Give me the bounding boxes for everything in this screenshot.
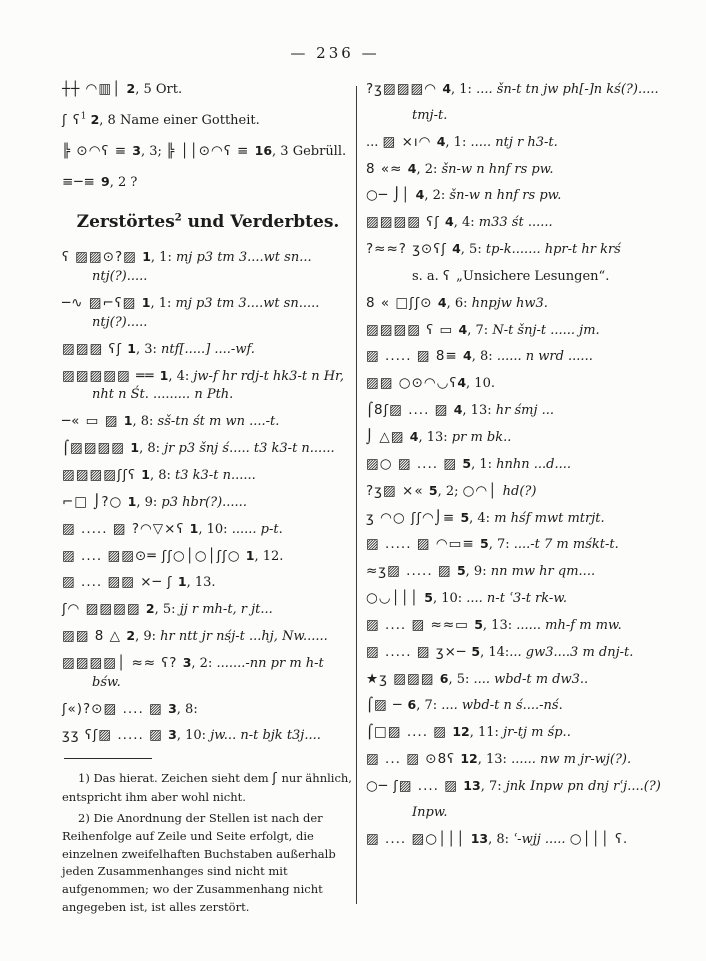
left-entry-list <box>62 248 354 746</box>
source-reference-bold: 4 <box>445 214 454 230</box>
entry-line <box>366 455 666 475</box>
footnotes-block <box>62 768 354 917</box>
plain-text: , 8: <box>471 349 497 365</box>
entry-line <box>62 600 354 620</box>
transliteration-text: šn-w n hnf rs pw. <box>449 188 562 204</box>
hieroglyph-group: ▨ ..... ▨ ◠▭≡ <box>366 536 480 553</box>
source-reference-bold: 5 <box>462 455 472 471</box>
source-reference-bold: 1 <box>245 547 255 563</box>
hieroglyph-group: ▨▨ 8 △ <box>62 628 127 645</box>
source-reference-bold: 4 <box>407 160 417 176</box>
entry-line <box>62 573 354 593</box>
hieroglyph-group: ○◡│││ <box>366 590 425 607</box>
entry-line <box>62 367 354 406</box>
transliteration-text: sš-tn śt m wn ....-t. <box>157 414 280 430</box>
source-reference-bold: 3 <box>168 700 177 716</box>
plain-text: , 8: <box>176 701 198 717</box>
transliteration-text: tp-k....... hpr-t hr krś <box>485 242 621 258</box>
source-reference-bold: 5 <box>456 563 466 579</box>
plain-text: , 8: <box>139 441 165 457</box>
source-reference-bold: 4 <box>463 348 472 364</box>
source-reference-bold: 16 <box>254 142 273 158</box>
entry-line <box>62 547 354 567</box>
plain-text: , 2 ? <box>109 174 138 190</box>
footnote <box>62 810 354 917</box>
source-reference-bold: 13 <box>463 777 481 793</box>
plain-text: , 7: <box>467 322 493 338</box>
source-reference-bold: 2 <box>90 111 100 127</box>
hieroglyph-group: ▨ .... ▨ ≈≈▭ <box>366 616 475 633</box>
source-reference-bold: 1 <box>159 367 169 383</box>
entry-line <box>366 750 666 770</box>
plain-text: , 12. <box>254 548 284 564</box>
page-number: — 236 — <box>290 44 380 62</box>
entry-line <box>366 294 666 314</box>
plain-text: . <box>623 831 628 847</box>
source-reference-bold: 5 <box>460 509 470 525</box>
source-reference-bold: 6 <box>407 697 417 713</box>
transliteration-text: ...... nw m jr-wj(?). <box>511 752 632 768</box>
transliteration-text: ...... p-t. <box>231 521 283 537</box>
plain-text: , 10: <box>432 591 467 607</box>
transliteration-text: jw... n-t bjk t3j.... <box>210 728 321 744</box>
hieroglyph-group: ○─ ʃ▨ .... ▨ <box>366 777 464 794</box>
section-heading <box>62 212 354 232</box>
footnote <box>62 768 354 807</box>
plain-text: , 11: <box>469 725 504 741</box>
source-reference-bold: 4 <box>458 321 468 337</box>
entry-continuation-line <box>366 267 666 287</box>
transliteration-text: ʿ-wjj ..... <box>513 831 570 847</box>
hieroglyph-group: ▨ ... ▨ ⊙8ʕ <box>366 751 461 768</box>
entry-line <box>62 493 354 513</box>
plain-text: , 7: <box>480 778 506 794</box>
plain-text: , 2: <box>424 188 450 204</box>
plain-text: s. a. <box>412 268 443 284</box>
plain-text: , 13: <box>462 403 496 419</box>
hieroglyph-group: ▨ ..... ▨ ʒ×─ <box>366 643 472 660</box>
source-reference-bold: 1 <box>177 574 187 590</box>
entry-line <box>366 160 666 180</box>
plain-text: , 8: <box>132 414 158 430</box>
source-reference-bold: 5 <box>479 536 489 552</box>
entry-line <box>366 670 666 690</box>
transliteration-text: .......-nn pr m h-t bśw. <box>92 655 324 690</box>
entry-line <box>366 240 666 260</box>
plain-text: , 13: <box>418 429 452 445</box>
hieroglyph-group: ⌠8ʃ▨ .... ▨ <box>366 402 454 419</box>
hieroglyph-group: ʃ ʕ <box>62 111 81 128</box>
transliteration-text: m hśf mwt mtrjt. <box>494 510 605 526</box>
entry-line <box>366 616 666 636</box>
hieroglyph-group: ○─ ⌡│ <box>366 187 416 204</box>
entry-line <box>62 412 354 432</box>
entry-line <box>62 439 354 459</box>
hieroglyph-group: ┼┼ ◠▥│ <box>62 81 127 97</box>
entry-line <box>366 643 666 663</box>
left-column <box>62 80 354 920</box>
plain-text: , 3: <box>135 341 162 357</box>
plain-text: , 10: <box>176 728 211 744</box>
transliteration-text: .... wbd-t m dw3.. <box>473 671 589 687</box>
plain-text: , 3 Gebrüll. <box>272 143 347 159</box>
hieroglyph-group: ≡─≡ <box>62 173 102 190</box>
entry-line <box>366 374 666 394</box>
hieroglyph-group: 8 «≈ <box>366 160 408 177</box>
source-reference-bold: 4 <box>453 402 463 418</box>
source-reference-bold: 1 <box>141 466 150 482</box>
entry-line <box>366 777 666 797</box>
source-reference-bold: 4 <box>452 241 461 257</box>
source-reference-bold: 1 <box>142 249 151 265</box>
plain-text: , 5 Ort. <box>135 82 183 97</box>
plain-text: , 4: <box>453 215 479 231</box>
hieroglyph-group: ?ʒ▨ ×« <box>366 482 429 499</box>
hieroglyph-group: ʃ◠ ▨▨▨▨ <box>62 601 146 618</box>
hieroglyph-group: ⌡ △▨ <box>366 428 410 445</box>
entry-line <box>366 535 666 555</box>
transliteration-text: jj r mh-t, r jt... <box>179 602 273 618</box>
source-reference-bold: 1 <box>189 520 199 536</box>
entry-line <box>62 700 354 720</box>
plain-text: , 8: <box>488 831 514 847</box>
transliteration-text: jr p3 šnj ś..... t3 k3-t n...... <box>164 441 335 457</box>
source-reference-bold: 12 <box>460 751 478 767</box>
hieroglyph-group: ▨ ..... ▨ 8≡ <box>366 348 464 365</box>
transliteration-text: Inpw. <box>412 804 448 820</box>
hieroglyph-group: ○│││ ʕ <box>569 830 624 847</box>
heading-word: Zerstörtes <box>76 212 175 233</box>
plain-text: , 9: <box>465 564 491 580</box>
transliteration-text: mj p3 tm 3....wt sn... ntj(?)..... <box>92 250 312 285</box>
transliteration-text: t3 k3-t n...... <box>175 467 256 483</box>
transliteration-text: ntf[.....] ....-wf. <box>161 341 255 357</box>
footnote-marker: 1 <box>80 111 87 122</box>
entry-line <box>366 562 666 582</box>
entry-line <box>366 723 666 743</box>
entry-line <box>366 321 666 341</box>
source-reference-bold: 4 <box>415 187 425 203</box>
source-reference-bold: 6 <box>439 670 449 686</box>
plain-text: , 5: <box>460 242 486 258</box>
source-reference-bold: 3 <box>182 654 192 670</box>
source-reference-bold: 3 <box>168 727 177 743</box>
transliteration-text: ..... ntj r h3-t. <box>470 134 558 150</box>
hieroglyph-group: ▨▨▨▨ʃʃʕ <box>62 466 142 483</box>
left-top-entries <box>62 80 354 192</box>
transliteration-text: mj p3 tm 3....wt sn..... ntj(?)..... <box>92 296 320 330</box>
hieroglyph-group: ʒ ◠○ ʃʃ◠⌡≡ <box>366 509 461 526</box>
transliteration-text: hr ntt jr nśj-t ...hj, Nw...... <box>160 629 328 645</box>
right-column <box>366 80 666 856</box>
transliteration-text: hd(?) <box>502 483 537 499</box>
hieroglyph-group: ▨▨▨▨ ʕ ▭ <box>366 321 459 338</box>
source-reference-bold: 5 <box>424 590 433 606</box>
source-reference-bold: 4 <box>442 81 452 96</box>
plain-text: ... <box>366 134 383 150</box>
entry-continuation-line <box>366 804 666 823</box>
hieroglyph-group: ʕ ▨▨⊙?▨ <box>62 249 143 266</box>
plain-text: , 9: <box>135 629 161 645</box>
hieroglyph-group: ▨▨▨▨▨ ══ <box>62 367 160 384</box>
column-divider <box>356 86 357 904</box>
plain-text: , 8: <box>149 467 176 483</box>
plain-text: , 13: <box>482 617 517 633</box>
source-reference-bold: 2 <box>126 81 136 96</box>
source-reference-bold: 4 <box>436 133 446 149</box>
plain-text: 2) Die Anordnung der Stellen ist nach der Reihenfolge auf Zeile und Seite erfolgt, die einzelnen zweifelhaften Buchstaben außerhalb jeden Zusammenhanges sind nicht mit aufgenommen; wo der Zusammenhang nicht angegeben ist, ist alles zerstört. <box>62 810 336 915</box>
transliteration-text: ....-t 7 m mśkt-t. <box>513 537 619 553</box>
hieroglyph-group: ʃ«)?⊙▨ .... ▨ <box>62 700 169 717</box>
hieroglyph-group: ▨▨ ○⊙◠◡ʕ <box>366 375 458 392</box>
transliteration-text: hr śmj ... <box>495 403 555 419</box>
transliteration-text: N-t šnj-t ...... jm. <box>492 322 600 338</box>
source-reference-bold: 2 <box>126 628 136 644</box>
entry-line <box>62 111 354 131</box>
hieroglyph-group: ʃ <box>272 770 278 787</box>
source-reference-bold: 3 <box>132 142 141 158</box>
source-reference-bold: 1 <box>123 413 133 429</box>
plain-text: , 7: <box>416 698 442 714</box>
hieroglyph-group: ╠ ││⊙◠ʕ ≡ <box>166 142 255 159</box>
source-reference-bold: 13 <box>470 830 489 846</box>
transliteration-text: jw-f hr rdj-t hk3-t n Hr, nht n Śt. ......... n Pth. <box>92 368 344 403</box>
plain-text: , 4: <box>469 510 495 526</box>
hieroglyph-group: ─∿ ▨⌐ʕ▨ <box>62 295 142 312</box>
hieroglyph-group: 8 « □ʃʃ⊙ <box>366 294 438 311</box>
footnote-separator <box>64 758 152 759</box>
entry-line <box>366 80 666 100</box>
hieroglyph-group: ▨ ..... ▨ ?◠▽×ʕ <box>62 520 190 537</box>
source-reference-bold: 9 <box>101 173 110 189</box>
right-entry-list <box>366 80 666 849</box>
entry-line <box>366 347 666 367</box>
plain-text: , 8 Name einer Gottheit. <box>99 112 260 128</box>
transliteration-text: hnpjw hw3. <box>471 295 548 311</box>
entry-line <box>62 520 354 540</box>
transliteration-text: ...... mh-f m mw. <box>516 617 622 633</box>
plain-text: , 9: <box>136 494 162 510</box>
entry-line <box>366 133 666 153</box>
plain-text: , 3; <box>141 143 167 159</box>
plain-text: , 13. <box>186 575 216 591</box>
plain-text: „Unsichere Lesungen“. <box>456 268 610 284</box>
transliteration-text: pr m bk.. <box>451 429 512 445</box>
source-reference-bold: 4 <box>437 294 447 310</box>
entry-continuation-line <box>366 107 666 126</box>
entry-line <box>366 482 666 502</box>
plain-text: , 4: <box>168 368 194 384</box>
hieroglyph-group: ★ʒ ▨▨▨ <box>366 670 440 687</box>
plain-text: 1) Das hierat. Zeichen sieht dem <box>78 771 273 786</box>
entry-line <box>366 509 666 529</box>
hieroglyph-group: ?ʒ▨▨▨◠ <box>366 81 443 97</box>
entry-line <box>366 589 666 609</box>
entry-line <box>62 726 354 746</box>
plain-text: , 14: <box>480 644 510 660</box>
plain-text: , 13: <box>477 752 512 768</box>
hieroglyph-group: ⌠□▨ .... ▨ <box>366 724 453 741</box>
entry-line <box>62 142 354 162</box>
source-reference-bold: 5 <box>428 482 438 498</box>
hieroglyph-group: ▨ .... ▨▨⊙═ ʃʃ○│○│ʃʃ○ <box>62 547 246 564</box>
heading-word: und Verderbtes. <box>181 212 340 233</box>
plain-text: , 2: <box>416 161 442 177</box>
hieroglyph-group: ⌠▨ ─ <box>366 697 408 714</box>
plain-text: , 10. <box>466 376 495 392</box>
plain-text: , 6: <box>446 295 472 311</box>
hieroglyph-group: ?≈≈? ʒ⊙ʕʃ <box>366 241 453 258</box>
source-reference-bold: 1 <box>130 440 140 456</box>
entry-line <box>62 80 354 100</box>
entry-line <box>366 428 666 448</box>
entry-line <box>62 654 354 693</box>
transliteration-text: nn mw hr qm.... <box>490 564 596 580</box>
transliteration-text: .... wbd-t n ś....-nś. <box>441 698 563 714</box>
hieroglyph-group: ≈ʒ▨ ..... ▨ <box>366 563 457 580</box>
plain-text: , 1: <box>471 456 497 472</box>
transliteration-text: jnk Inpw pn dnj rʿj....(?) <box>505 778 661 794</box>
transliteration-text: .... n-t ʿ3-t rk-w. <box>466 591 568 607</box>
plain-text: , 1: <box>150 250 176 266</box>
hieroglyph-group: ▨ .... ▨○│││ <box>366 830 471 847</box>
entry-line <box>62 627 354 647</box>
hieroglyph-group: ▨▨▨▨│ ≈≈ ʕ? <box>62 654 183 671</box>
plain-text: , 5: <box>154 602 180 618</box>
hieroglyph-group: ○◠│ <box>462 482 503 499</box>
hieroglyph-group: ʕ <box>442 267 457 284</box>
transliteration-text: hnhn ...d.... <box>496 456 572 472</box>
plain-text: nur ähnlich, entspricht ihm aber wohl nicht. <box>62 771 352 805</box>
source-reference-bold: 1 <box>127 340 136 356</box>
transliteration-text: šn-w n hnf rs pw. <box>441 161 554 177</box>
source-reference-bold: 1 <box>141 295 151 311</box>
transliteration-text: .... šn-t tn jw ph[-]n kś(?)..... <box>476 82 659 97</box>
entry-line <box>62 466 354 486</box>
entry-line <box>62 340 354 360</box>
entry-line <box>62 248 354 287</box>
entry-line <box>366 186 666 206</box>
entry-line <box>366 696 666 716</box>
transliteration-text: tmj-t. <box>412 107 448 123</box>
plain-text: , 1: <box>150 296 176 312</box>
transliteration-text: ... gw3....3 m dnj-t. <box>509 644 634 660</box>
hieroglyph-group: ─« ▭ ▨ <box>62 413 124 430</box>
source-reference-bold: 5 <box>474 616 483 632</box>
heading-footnote-marker: 2 <box>174 212 182 224</box>
hieroglyph-group: ⌐□ ⌡?○ <box>62 493 128 510</box>
plain-text: , 1: <box>445 134 471 150</box>
hieroglyph-group: ▨ .... ▨▨ ×─ ʃ <box>62 574 178 591</box>
entry-line <box>366 830 666 850</box>
source-reference-bold: 4 <box>409 428 419 444</box>
source-reference-bold: 2 <box>145 601 155 617</box>
source-reference-bold: 4 <box>457 375 467 391</box>
entry-line <box>62 173 354 193</box>
source-reference-bold: 1 <box>127 493 137 509</box>
plain-text: , 1: <box>451 82 477 97</box>
transliteration-text: m33 śt ...... <box>478 215 553 231</box>
hieroglyph-group: ʒʒ ʕʃ▨ ..... ▨ <box>62 727 169 744</box>
hieroglyph-group: ╠ ⊙◠ʕ ≡ <box>62 142 133 159</box>
entry-line <box>62 294 354 333</box>
plain-text: , 5: <box>448 671 474 687</box>
plain-text: , 2: <box>191 655 217 671</box>
source-reference-bold: 5 <box>471 643 481 659</box>
entry-line <box>366 401 666 421</box>
entry-line <box>366 213 666 233</box>
plain-text: , 7: <box>488 537 514 553</box>
transliteration-text: ...... n wrd ...... <box>496 349 593 365</box>
hieroglyph-group: ▨○ ▨ .... ▨ <box>366 455 463 472</box>
transliteration-text: p3 hbr(?)...... <box>161 494 247 510</box>
hieroglyph-group: ▨▨▨▨ ʕʃ <box>366 214 446 231</box>
hieroglyph-group: ▨▨▨ ʕʃ <box>62 340 128 357</box>
hieroglyph-group: ▨ ×ı◠ <box>382 133 437 150</box>
transliteration-text: jr-tj m śp.. <box>503 725 571 741</box>
plain-text: , 10: <box>198 521 232 537</box>
plain-text: , 2; <box>437 483 463 499</box>
hieroglyph-group: ⌠▨▨▨▨ <box>62 440 131 457</box>
source-reference-bold: 12 <box>452 724 470 740</box>
